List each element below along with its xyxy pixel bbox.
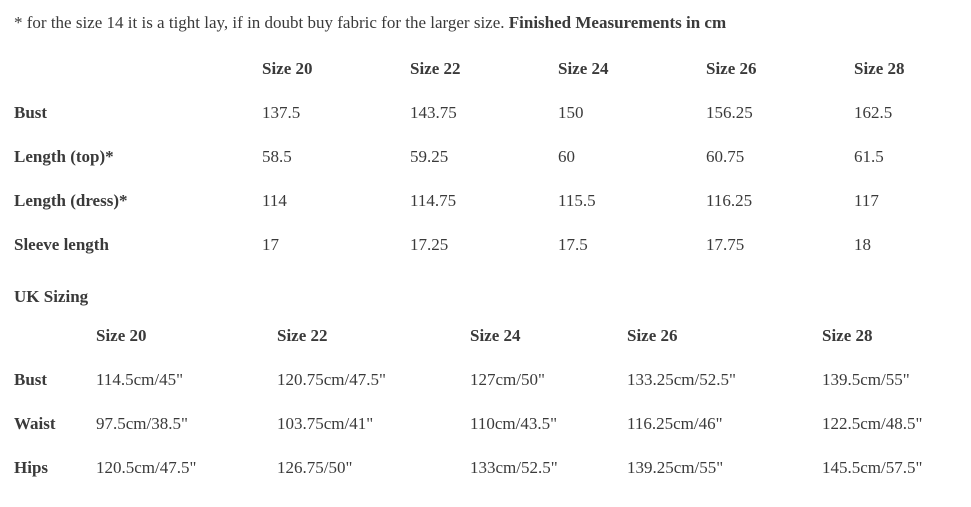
row-label: Waist bbox=[14, 414, 56, 433]
fabric-note bbox=[14, 13, 971, 33]
measurement-cell: 139.25cm/55" bbox=[627, 458, 724, 477]
measurement-cell: 58.5 bbox=[262, 147, 292, 166]
measurement-cell: 122.5cm/48.5" bbox=[822, 414, 923, 433]
measurement-cell: 139.5cm/55" bbox=[822, 370, 910, 389]
measurement-cell: 133cm/52.5" bbox=[470, 458, 558, 477]
table-row-sleeve-length bbox=[14, 223, 971, 267]
uk-header-row bbox=[14, 314, 971, 358]
column-header-size-26: Size 26 bbox=[706, 59, 757, 78]
uk-sizing-table bbox=[14, 314, 971, 490]
column-header-size-28: Size 28 bbox=[822, 326, 873, 345]
measurement-cell: 116.25 bbox=[706, 191, 753, 210]
finished-measurements-title: Finished Measurements in cm bbox=[508, 13, 727, 32]
measurement-cell: 117 bbox=[854, 191, 879, 210]
column-header-size-20: Size 20 bbox=[96, 326, 147, 345]
table-row-uk-bust bbox=[14, 358, 971, 402]
empty-corner-cell bbox=[14, 314, 96, 358]
measurement-cell: 114.5cm/45" bbox=[96, 370, 184, 389]
measurement-cell: 120.5cm/47.5" bbox=[96, 458, 197, 477]
measurement-cell: 114 bbox=[262, 191, 287, 210]
column-header-size-20: Size 20 bbox=[262, 59, 313, 78]
measurement-cell: 114.75 bbox=[410, 191, 457, 210]
measurement-cell: 127cm/50" bbox=[470, 370, 545, 389]
measurement-cell: 116.25cm/46" bbox=[627, 414, 723, 433]
finished-header-row bbox=[14, 47, 971, 91]
measurement-cell: 145.5cm/57.5" bbox=[822, 458, 923, 477]
measurement-cell: 59.25 bbox=[410, 147, 449, 166]
row-label: Bust bbox=[14, 103, 48, 122]
row-label: Bust bbox=[14, 370, 48, 389]
measurement-cell: 150 bbox=[558, 103, 584, 122]
measurement-cell: 18 bbox=[854, 235, 871, 254]
measurement-cell: 17.75 bbox=[706, 235, 745, 254]
measurement-cell: 17.25 bbox=[410, 235, 449, 254]
column-header-size-22: Size 22 bbox=[277, 326, 328, 345]
measurement-cell: 126.75/50" bbox=[277, 458, 353, 477]
measurement-cell: 156.25 bbox=[706, 103, 753, 122]
measurement-cell: 17.5 bbox=[558, 235, 588, 254]
table-row-uk-waist bbox=[14, 402, 971, 446]
column-header-size-22: Size 22 bbox=[410, 59, 461, 78]
measurement-cell: 97.5cm/38.5" bbox=[96, 414, 188, 433]
measurement-cell: 137.5 bbox=[262, 103, 301, 122]
measurement-cell: 61.5 bbox=[854, 147, 884, 166]
measurement-cell: 143.75 bbox=[410, 103, 457, 122]
measurement-cell: 17 bbox=[262, 235, 279, 254]
uk-sizing-heading: UK Sizing bbox=[14, 287, 89, 306]
measurement-cell: 115.5 bbox=[558, 191, 596, 210]
empty-corner-cell bbox=[14, 47, 262, 91]
row-label: Length (dress)* bbox=[14, 191, 128, 210]
table-row-bust bbox=[14, 91, 971, 135]
column-header-size-24: Size 24 bbox=[470, 326, 521, 345]
table-row-length-top bbox=[14, 135, 971, 179]
finished-measurements-table bbox=[14, 47, 971, 267]
row-label: Hips bbox=[14, 458, 49, 477]
measurement-cell: 120.75cm/47.5" bbox=[277, 370, 386, 389]
measurement-cell: 103.75cm/41" bbox=[277, 414, 374, 433]
measurement-cell: 60 bbox=[558, 147, 575, 166]
column-header-size-28: Size 28 bbox=[854, 59, 905, 78]
measurement-cell: 162.5 bbox=[854, 103, 893, 122]
table-row-length-dress bbox=[14, 179, 971, 223]
column-header-size-26: Size 26 bbox=[627, 326, 678, 345]
measurement-cell: 110cm/43.5" bbox=[470, 414, 558, 433]
row-label: Sleeve length bbox=[14, 235, 109, 254]
measurement-cell: 133.25cm/52.5" bbox=[627, 370, 736, 389]
fabric-note-text: * for the size 14 it is a tight lay, if in doubt buy fabric for the larger size. bbox=[14, 13, 509, 32]
table-row-uk-hips bbox=[14, 446, 971, 490]
measurement-cell: 60.75 bbox=[706, 147, 745, 166]
row-label: Length (top)* bbox=[14, 147, 114, 166]
column-header-size-24: Size 24 bbox=[558, 59, 609, 78]
